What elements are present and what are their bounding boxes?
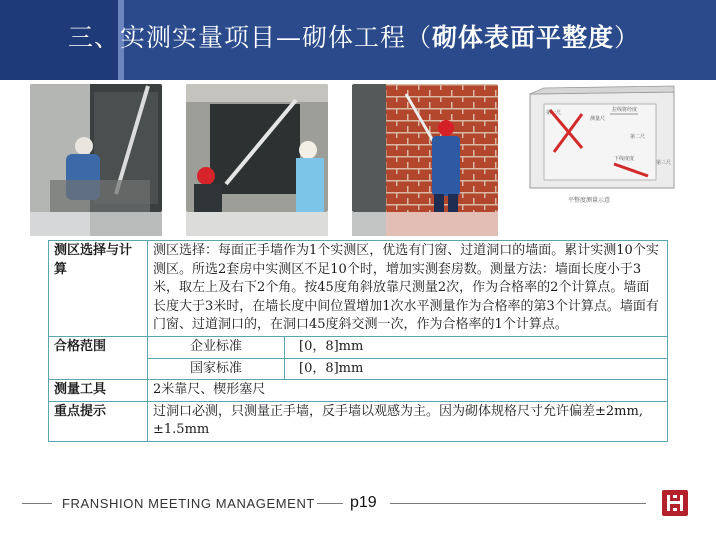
row-content: 过洞口必测，只测量正手墙，反手墙以观感为主。因为砌体规格尺寸允许偏差±2mm, ±1.5mm [148, 401, 668, 441]
diagram-label-mid: 测量尺 [590, 116, 606, 122]
row-content: 2米靠尺、楔形塞尺 [148, 380, 668, 402]
table-row [49, 380, 668, 402]
row-label: 测量工具 [49, 380, 148, 402]
standard-name: 国家标准 [148, 358, 285, 380]
row-label: 测区选择与计算 [49, 241, 148, 337]
measurement-info-table [48, 240, 668, 442]
diagram-label-3: 第三尺 [656, 160, 672, 166]
photo-reflection [352, 212, 498, 236]
page-title-strong: 砌体表面平整度 [432, 23, 615, 52]
footer-divider [22, 503, 52, 504]
diagram-label-bottom: 下线度度 [614, 156, 635, 162]
measurement-diagram [526, 84, 680, 212]
photo-reflection [30, 212, 162, 236]
table-row [49, 241, 668, 337]
page-title-close: ） [614, 23, 641, 52]
diagram-label-2: 第二尺 [630, 134, 646, 140]
page-title [68, 18, 640, 58]
table-row [49, 401, 668, 441]
standard-value: [0，8]mm [285, 336, 668, 358]
footer-divider [390, 503, 646, 504]
photo-worker-measuring-brick-wall [352, 84, 498, 212]
diagram-label-1: 第一尺 [546, 110, 562, 116]
footer-divider [317, 503, 343, 504]
row-content: 测区选择：每面正手墙作为1个实测区，优选有门窗、过道洞口的墙面。累计实测10个实测区。所选2套房中实测区不足10个时，增加实测套房数。测量方法：墙面长度小于3米，取左上及右下2个角。按45度角斜放靠尺测量2次，作为合格率的2个计算点。墙面长度大于3米时，在墙长度中间位置增加1次水平测量作为合格率的第3个计算点。墙面有门窗、过道洞口的，在洞口45度斜交测一次，作为合格率的1个计算点。 [148, 241, 668, 337]
photo-worker-measuring-wall [30, 84, 162, 212]
diagram-caption: 平整度测量示意 [568, 197, 611, 204]
page-title-main: 三、实测实量项目—砌体工程（ [68, 23, 433, 52]
standard-value: [0，8]mm [285, 358, 668, 380]
row-label: 重点提示 [49, 401, 148, 441]
footer-company: FRANSHION MEETING MANAGEMENT [62, 496, 315, 511]
table-row [49, 336, 668, 358]
photo-reflection [186, 212, 328, 236]
diagram-label-top: 拉线将经度 [612, 107, 638, 113]
standard-name: 企业标准 [148, 336, 285, 358]
page-number: p19 [350, 494, 377, 511]
photo-worker-measuring-wall-red-helmet [186, 84, 328, 212]
row-label: 合格范围 [49, 336, 148, 379]
franshion-logo-icon [662, 490, 688, 516]
